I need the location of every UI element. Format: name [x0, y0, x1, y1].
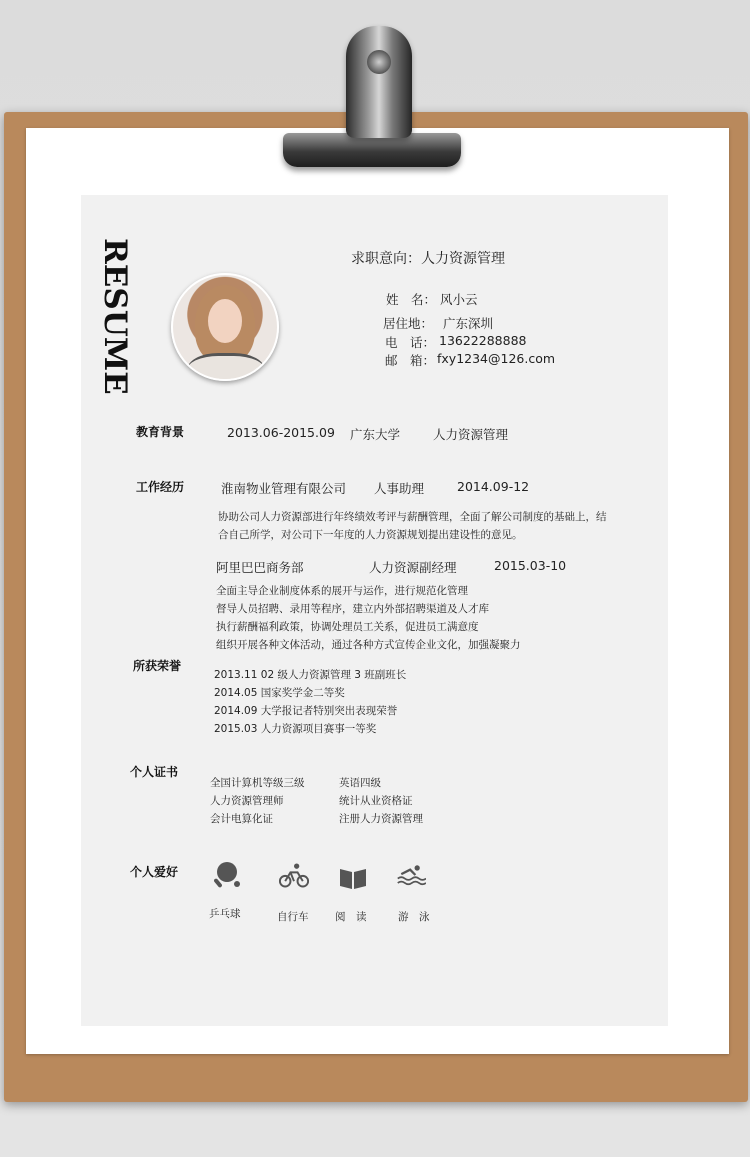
- job-1-company: 淮南物业管理有限公司: [221, 481, 347, 496]
- job-1-desc-line-2: 合自己所学，对公司下一年度的人力资源规划提出建设性的意见。: [218, 529, 523, 541]
- education-title: 教育背景: [136, 425, 185, 439]
- education-major: 人力资源管理: [433, 427, 509, 442]
- job-2-company: 阿里巴巴商务部: [216, 560, 304, 575]
- location-value: 广东深圳: [443, 316, 494, 331]
- cert-right-1: 英语四级: [339, 777, 381, 789]
- job-1-role: 人事助理: [374, 481, 425, 496]
- education-school: 广东大学: [350, 427, 401, 442]
- cert-right-3: 注册人力资源管理: [339, 813, 423, 825]
- clip-hole: [367, 50, 391, 74]
- phone-value: 13622288888: [439, 333, 527, 348]
- work-title: 工作经历: [136, 480, 185, 494]
- job-2-desc-line-4: 组织开展各种文体活动，通过各种方式宣传企业文化，加强凝聚力: [216, 639, 521, 651]
- cert-right-2: 统计从业资格证: [339, 795, 413, 807]
- hobby-label-bicycle: 自行车: [277, 911, 309, 923]
- honors-title: 所获荣誉: [133, 659, 182, 673]
- bicycle-icon: [279, 860, 309, 890]
- clip-handle: [346, 26, 412, 138]
- job-2-desc-line-1: 全面主导企业制度体系的展开与运作，进行规范化管理: [216, 585, 468, 597]
- cert-left-2: 人力资源管理师: [210, 795, 284, 807]
- honor-item-4: 2015.03 人力资源项目赛事一等奖: [214, 723, 377, 735]
- phone-label: 电 话：: [385, 335, 436, 350]
- clip-base: [283, 133, 461, 167]
- certs-title: 个人证书: [130, 765, 179, 779]
- cert-left-1: 全国计算机等级三级: [210, 777, 305, 789]
- honor-item-3: 2014.09 大学报记者特别突出表现荣誉: [214, 705, 398, 717]
- job-1-desc-line-1: 协助公司人力资源部进行年终绩效考评与薪酬管理，全面了解公司制度的基础上，结: [218, 511, 607, 523]
- name-label: 姓 名：: [386, 292, 437, 307]
- avatar-shirt: [187, 353, 265, 381]
- honor-item-1: 2013.11 02 级人力资源管理 3 班副班长: [214, 669, 407, 681]
- job-1-date: 2014.09-12: [457, 479, 530, 494]
- email-label: 邮 箱：: [385, 353, 436, 368]
- job-2-role: 人力资源副经理: [369, 560, 457, 575]
- job-objective: 求职意向：人力资源管理: [351, 251, 505, 267]
- education-period: 2013.06-2015.09: [227, 425, 335, 440]
- resume-vertical-title: RESUME: [97, 238, 133, 395]
- hobby-label-swimming: 游 泳: [398, 911, 430, 923]
- swimming-icon: [396, 860, 426, 890]
- job-2-desc-line-2: 督导人员招聘、录用等程序，建立内外部招聘渠道及人才库: [216, 603, 489, 615]
- hobby-label-ping-pong: 乒乓球: [209, 908, 241, 920]
- cert-left-3: 会计电算化证: [210, 813, 273, 825]
- book-icon: [338, 863, 368, 893]
- name-value: 风小云: [440, 292, 478, 307]
- honor-item-2: 2014.05 国家奖学金二等奖: [214, 687, 345, 699]
- hobby-label-reading: 阅 读: [335, 911, 367, 923]
- avatar: [171, 273, 279, 381]
- ping-pong-icon: [213, 860, 243, 890]
- job-2-date: 2015.03-10: [494, 558, 567, 573]
- email-value: fxy1234@126.com: [437, 351, 556, 366]
- hobbies-title: 个人爱好: [130, 865, 179, 879]
- avatar-face: [208, 299, 242, 343]
- location-label: 居住地：: [383, 316, 434, 331]
- job-2-desc-line-3: 执行薪酬福利政策，协调处理员工关系，促进员工满意度: [216, 621, 479, 633]
